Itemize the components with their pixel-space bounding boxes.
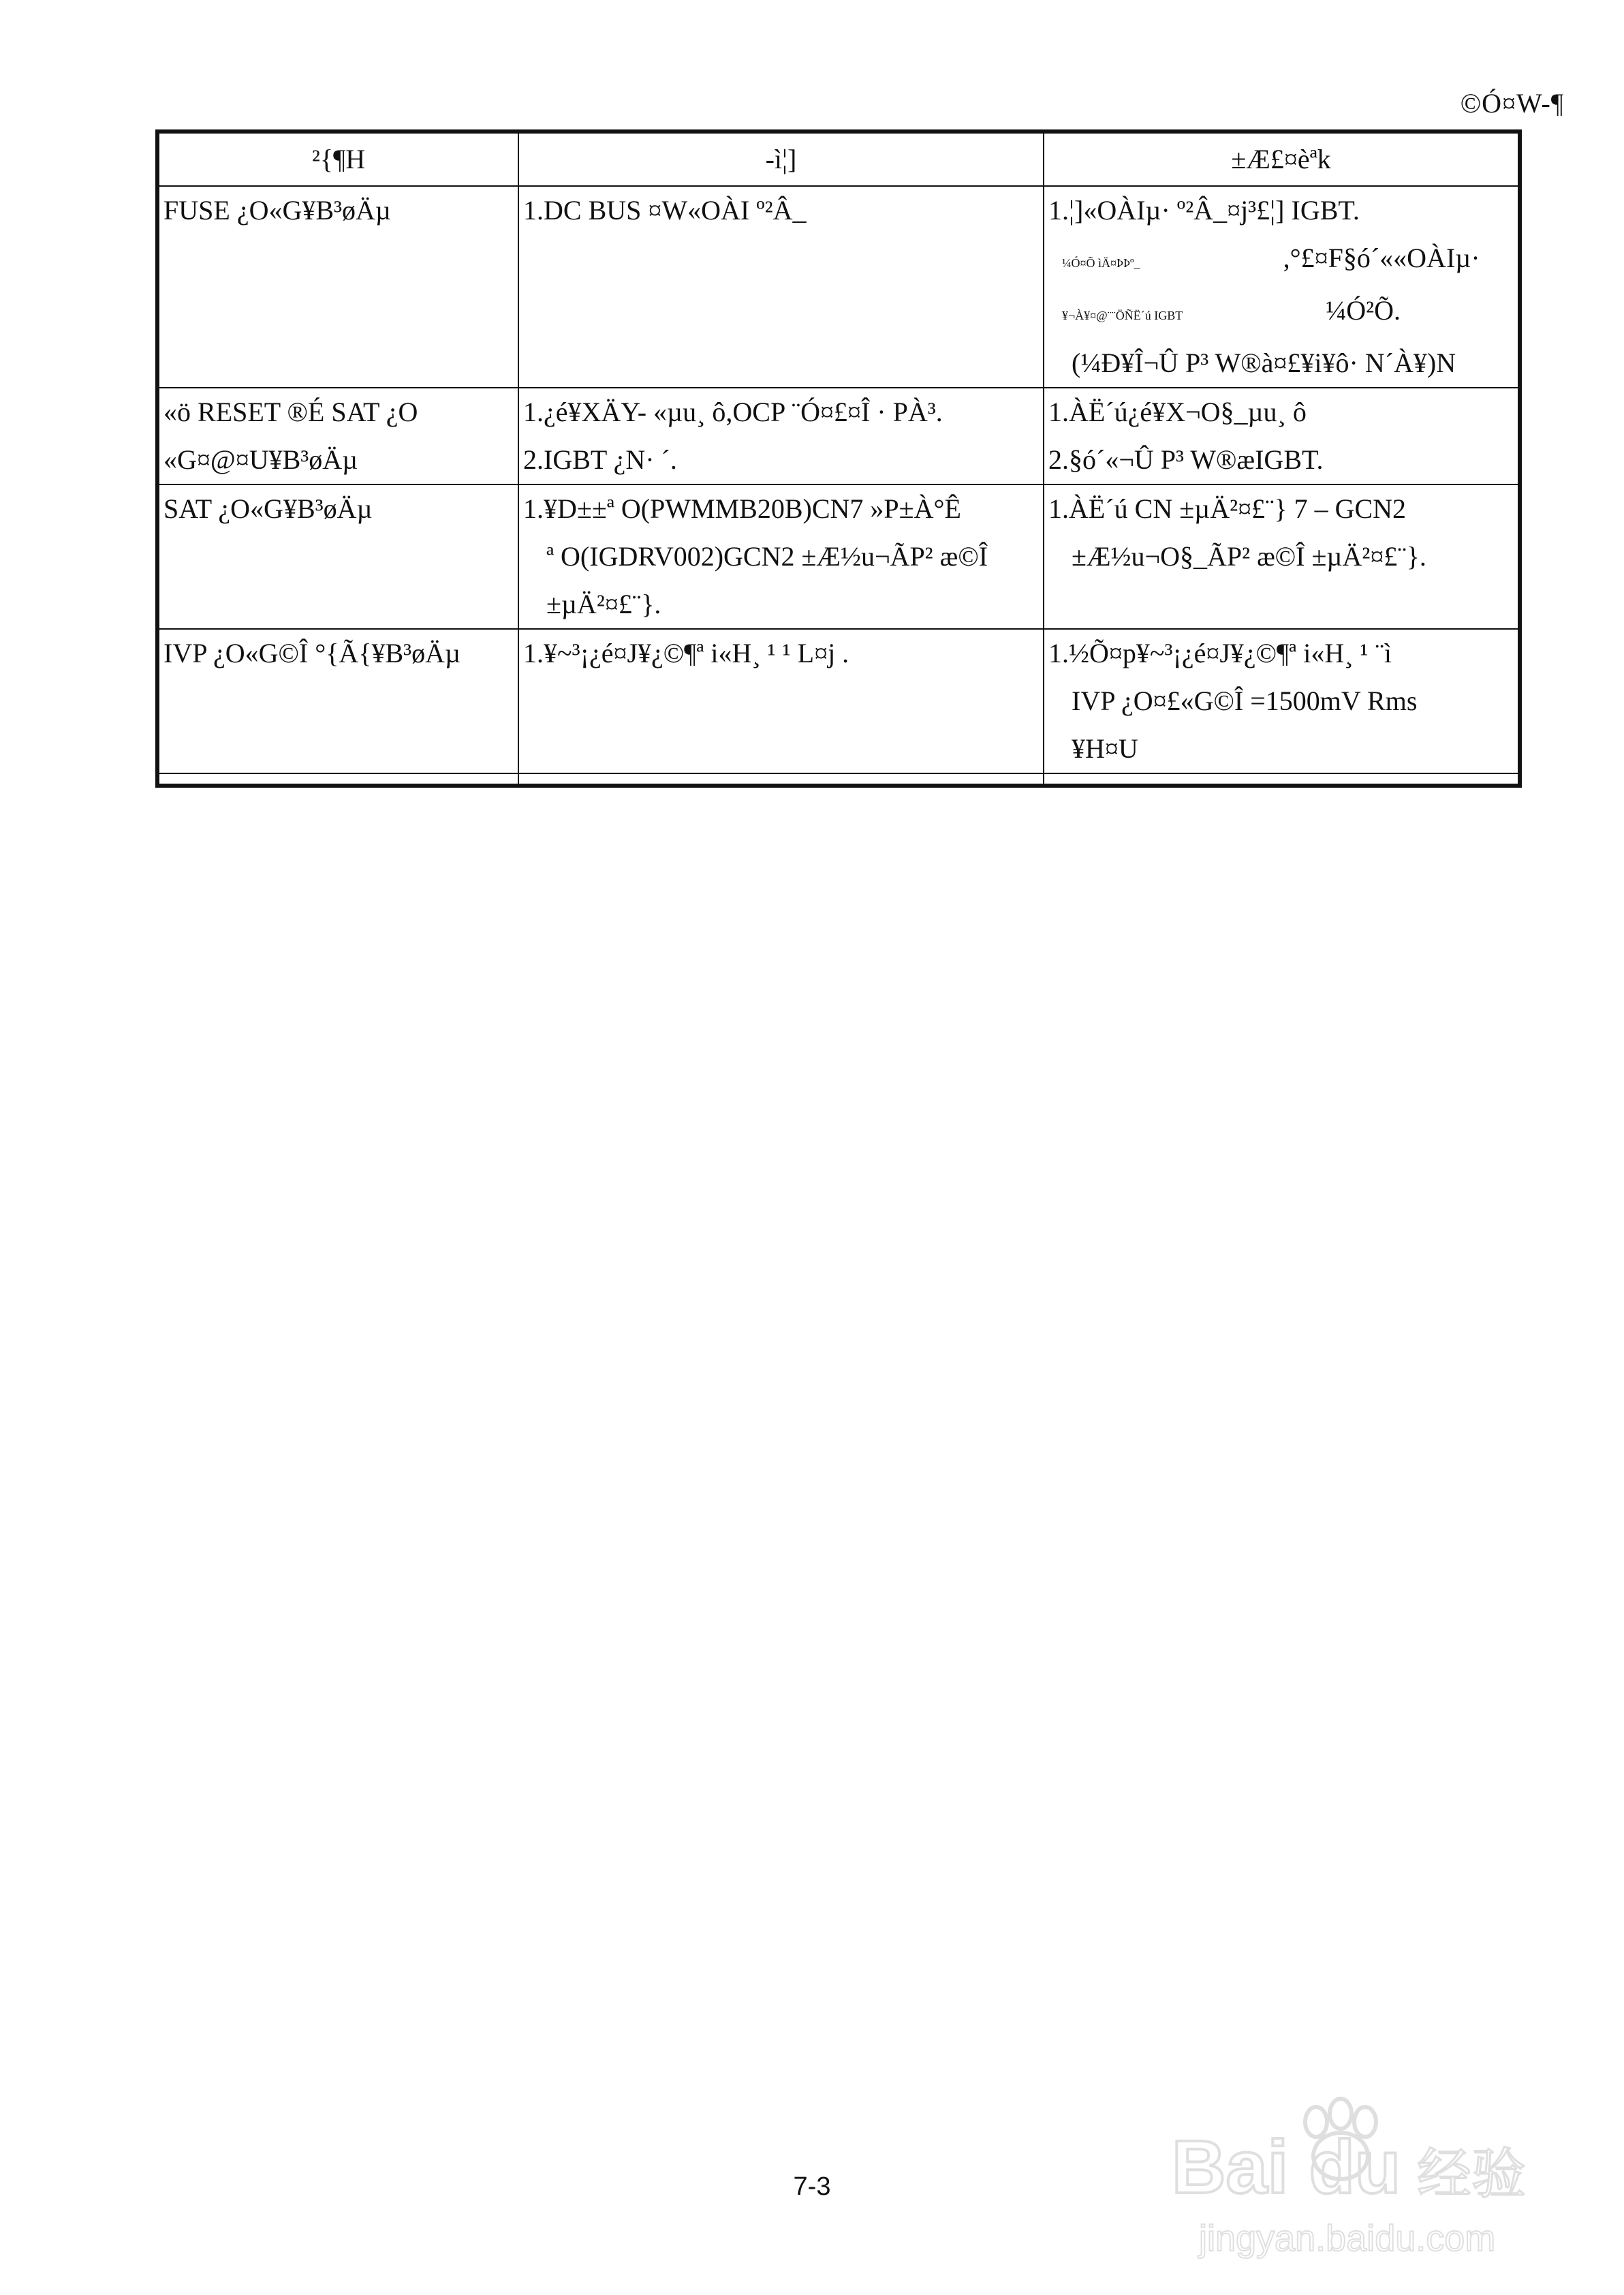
cell-line: 2.§ó´«¬Û P³ W®æIGBT. [1048, 444, 1324, 475]
cell-symptom [157, 484, 518, 629]
cell-symptom [157, 629, 518, 773]
cell-line: 1.¿é¥XÄY- «µu¸ ô,OCP ¨Ó¤£¤Î · PÀ³. [523, 397, 943, 427]
watermark-url: jingyan.baidu.com [1199, 2218, 1496, 2259]
cell-line [1048, 234, 1514, 287]
cell-solution [1044, 186, 1520, 388]
page-header: ©Ó¤W-¶ [1460, 88, 1564, 119]
cell-cause [518, 388, 1044, 484]
cell-symptom [157, 388, 518, 484]
garbled-small-text: ¼Ó¤Õ ìÄ¤ÞÞº_ [1062, 256, 1140, 270]
watermark-logo [1158, 2063, 1540, 2268]
cell-line: 1.¥D±±ª O(PWMMB20B)CN7 »P±À°Ê [523, 493, 961, 524]
page-number: 7-3 [793, 2172, 831, 2201]
cell-line: «G¤@¤U¥B³øÄµ [163, 444, 358, 475]
table-body [157, 186, 1520, 786]
cell-empty [157, 773, 518, 786]
cell-line: 1.DC BUS ¤W«OÀI º²Â_ [523, 195, 807, 226]
cell-line: 2.IGBT ¿N· ´. [523, 444, 677, 475]
cell-empty [518, 773, 1044, 786]
troubleshooting-table-wrapper [155, 129, 1518, 788]
table-row [157, 186, 1520, 388]
table-empty-row [157, 773, 1520, 786]
cell-line: SAT ¿O«G¥B³øÄµ [163, 493, 373, 524]
cell-line: «ö RESET ®É SAT ¿O [163, 397, 418, 427]
cell-solution [1044, 388, 1520, 484]
header-solution: ±Æ£¤èªk [1044, 132, 1520, 186]
cell-line: ¥H¤U [1072, 733, 1138, 764]
header-cause: -ì¦] [518, 132, 1044, 186]
cell-line: 1.¥~³¡¿é¤J¥¿©¶ª i«H¸ ¹ ¹ L¤j . [523, 638, 849, 668]
baidu-jingyan-watermark [1158, 2063, 1540, 2268]
cell-text: ,°£¤F§ó´««OÀIµ· [1276, 243, 1480, 273]
cell-cause [518, 484, 1044, 629]
cell-line: IVP ¿O¤£«G©Î =1500mV Rms [1072, 686, 1418, 716]
cell-line: 1.½Õ¤p¥~³¡¿é¤J¥¿©¶ª i«H¸ ¹ ¨ì [1048, 638, 1392, 668]
cell-line: IVP ¿O«G©Î °{Ã{¥B³øÄµ [163, 638, 461, 668]
header-symptom: ²{¶H [157, 132, 518, 186]
cell-line: ±Æ½u¬O§_ÃP² æ©Î ±µÄ²¤£¨}. [1072, 541, 1426, 572]
cell-line: ±µÄ²¤£¨}. [546, 589, 661, 619]
watermark-suffix: 经验 [1417, 2142, 1526, 2206]
watermark-brand: Bai du [1172, 2125, 1401, 2209]
table-row [157, 484, 1520, 629]
cell-line [1048, 287, 1514, 339]
cell-cause [518, 629, 1044, 773]
cell-line: 1.ÀË´ú¿é¥X¬O§_µu¸ ô [1048, 397, 1307, 427]
cell-line: (¼Ð¥Î¬Û P³ W®à¤£¥i¥ô· N´À¥)N [1072, 348, 1456, 378]
cell-line: 1.ÀË´ú CN ±µÄ²¤£¨} 7 – GCN2 [1048, 493, 1407, 524]
cell-empty [1044, 773, 1520, 786]
troubleshooting-table [155, 129, 1522, 788]
cell-line: 1.¦]«OÀIµ· º²Â_¤j³£¦] IGBT. [1048, 195, 1360, 226]
garbled-small-text: ¥¬À¥¤@¨¨ÖÑË´ú IGBT [1062, 309, 1183, 322]
cell-line: ª O(IGDRV002)GCN2 ±Æ½u¬ÃP² æ©Î [546, 541, 988, 572]
cell-line: FUSE ¿O«G¥B³øÄµ [163, 195, 391, 226]
table-header-row [157, 132, 1520, 186]
cell-solution [1044, 484, 1520, 629]
cell-cause [518, 186, 1044, 388]
table-row [157, 629, 1520, 773]
cell-symptom [157, 186, 518, 388]
cell-text: ¼Ó²Õ. [1319, 295, 1401, 326]
table-row [157, 388, 1520, 484]
cell-solution [1044, 629, 1520, 773]
